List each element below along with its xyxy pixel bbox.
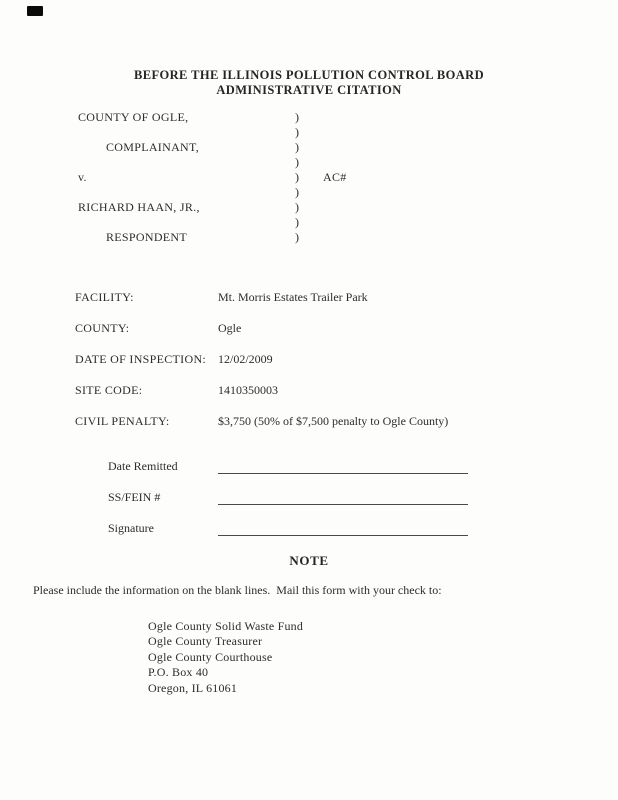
blank-row-signature [108, 520, 468, 536]
blank-row-date-remitted [108, 458, 468, 474]
caption-row [78, 125, 508, 140]
caption-spacer [78, 185, 295, 200]
field-row-facility [75, 291, 575, 304]
scan-artifact [27, 6, 43, 16]
field-label: CIVIL PENALTY: [75, 414, 170, 428]
caption-row [78, 140, 508, 155]
caption-paren: ) [295, 185, 299, 199]
caption-paren: ) [295, 155, 299, 169]
address-line: Ogle County Treasurer [148, 634, 263, 649]
field-row-county [75, 322, 575, 335]
address-line: P.O. Box 40 [148, 665, 209, 680]
title-line-2: ADMINISTRATIVE CITATION [216, 83, 402, 97]
caption-party: v. [78, 170, 87, 184]
field-row-site-code [75, 384, 575, 397]
blank-row-ss-fein [108, 489, 468, 505]
document-title [0, 68, 618, 98]
caption-row [78, 155, 508, 170]
caption-row [78, 230, 508, 245]
field-row-civil-penalty [75, 415, 575, 428]
title-line-1: BEFORE THE ILLINOIS POLLUTION CONTROL BOARD [133, 68, 485, 82]
caption-party: RICHARD HAAN, JR., [78, 200, 200, 214]
caption-paren: ) [295, 125, 299, 139]
field-value: Ogle [218, 321, 242, 335]
caption-paren: ) [295, 215, 299, 229]
caption-paren: ) [295, 230, 299, 244]
caption-party: RESPONDENT [106, 230, 188, 244]
caption-row [78, 185, 508, 200]
note-heading: NOTE [289, 553, 329, 568]
field-label: FACILITY: [75, 290, 134, 304]
case-number-label: AC# [323, 170, 347, 184]
address-line: Oregon, IL 61061 [148, 680, 238, 695]
field-label: COUNTY: [75, 321, 130, 335]
fill-in-section [108, 458, 468, 551]
caption-spacer [78, 125, 295, 140]
field-value: 12/02/2009 [218, 352, 273, 366]
blank-label: Date Remitted [108, 459, 178, 473]
field-value: Mt. Morris Estates Trailer Park [218, 290, 368, 304]
caption-spacer [78, 155, 295, 170]
case-caption [78, 110, 508, 245]
caption-paren: ) [295, 110, 299, 124]
field-label: DATE OF INSPECTION: [75, 352, 207, 366]
caption-row [78, 215, 508, 230]
field-row-inspection-date [75, 353, 575, 366]
blank-line [218, 490, 468, 505]
caption-row [78, 110, 508, 125]
citation-fields [75, 291, 575, 446]
caption-paren: ) [295, 140, 299, 154]
field-value: $3,750 (50% of $7,500 penalty to Ogle County) [218, 414, 449, 428]
caption-spacer [78, 215, 295, 230]
caption-paren: ) [295, 170, 299, 184]
caption-paren: ) [295, 200, 299, 214]
field-value: 1410350003 [218, 383, 278, 397]
mailing-instruction: Please include the information on the blank lines. Mail this form with your check to: [33, 583, 442, 597]
blank-line [218, 521, 468, 536]
address-line: Ogle County Solid Waste Fund [148, 619, 304, 633]
field-label: SITE CODE: [75, 383, 143, 397]
blank-label: Signature [108, 521, 154, 535]
blank-label: SS/FEIN # [108, 490, 161, 504]
address-line: Ogle County Courthouse [148, 649, 273, 664]
mailing-address-block [148, 619, 303, 696]
caption-party: COMPLAINANT, [106, 140, 200, 154]
caption-row [78, 170, 508, 185]
caption-party: COUNTY OF OGLE, [78, 110, 189, 124]
caption-row [78, 200, 508, 215]
blank-line [218, 459, 468, 474]
